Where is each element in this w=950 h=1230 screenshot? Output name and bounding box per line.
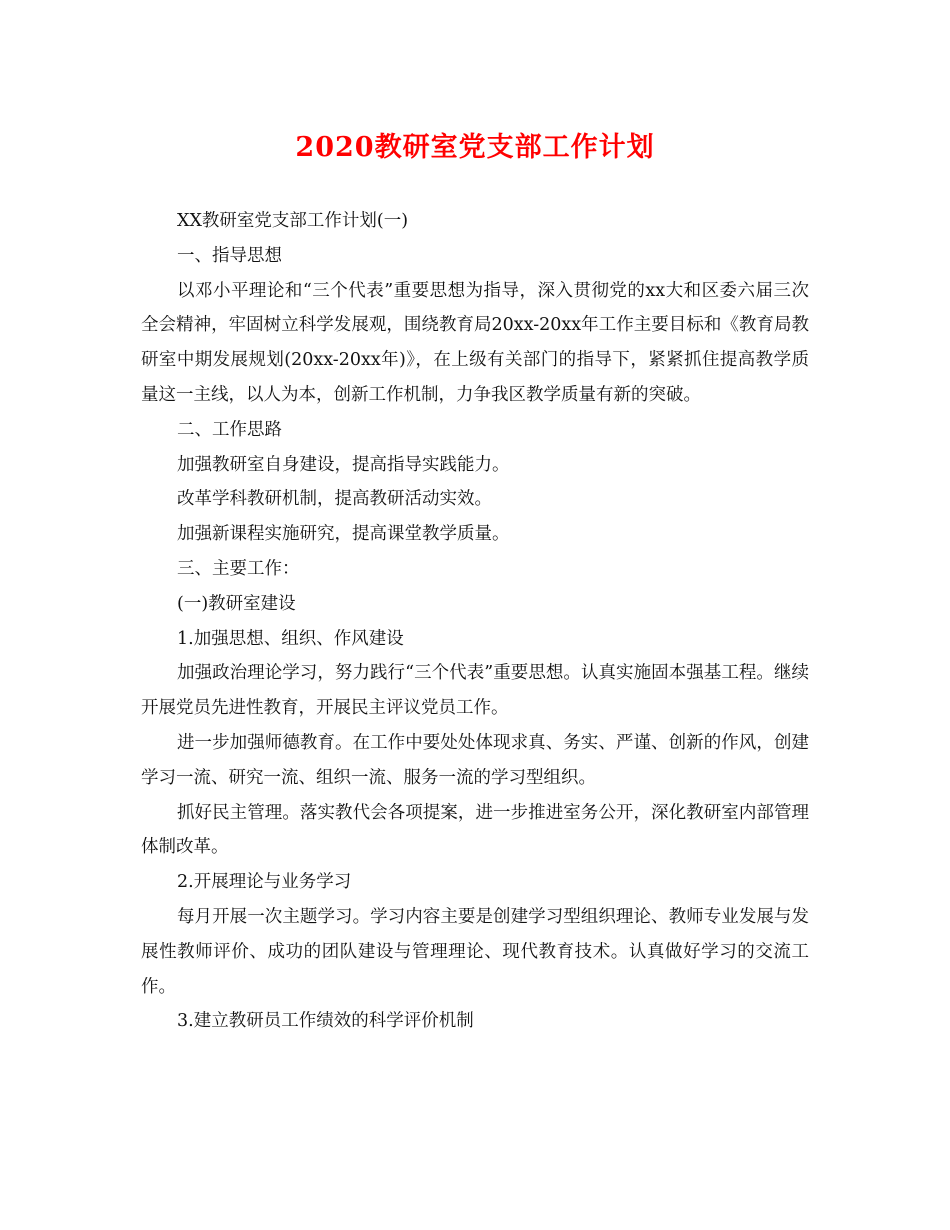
paragraph: 每月开展一次主题学习。学习内容主要是创建学习型组织理论、教师专业发展与发展性教师评价、成功的团队建设与管理理论、现代教育技术。认真做好学习的交流工作。 xyxy=(141,906,809,997)
section-heading-main-work: 三、主要工作： xyxy=(177,558,300,579)
paragraph: 进一步加强师德教育。在工作中要处处体现求真、务实、严谨、创新的作风，创建学习一流、研究一流、组织一流、服务一流的学习型组织。 xyxy=(141,732,809,788)
subsection-heading: (一)教研室建设 xyxy=(177,593,296,614)
paragraph-heading: XX教研室党支部工作计划(一) xyxy=(177,211,409,231)
paragraph: 以邓小平理论和“三个代表”重要思想为指导，深入贯彻党的xx大和区委六届三次全会精神，牢固树立科学发展观，围绕教育局20xx-20xx年工作主要目标和《教育局教研室中期发展规划(20xx-20xx年)》，在上级有关部门的指导下，紧紧抓住提高教学质量这一主线，以人为本，创新工作机制，力争我区教学质量有新的突破。 xyxy=(141,280,809,405)
document-body xyxy=(141,204,809,1039)
paragraph: 加强教研室自身建设，提高指导实践能力。 xyxy=(177,454,510,475)
paragraph: 抓好民主管理。落实教代会各项提案，进一步推进室务公开，深化教研室内部管理体制改革。 xyxy=(141,802,809,858)
item-heading: 3.建立教研员工作绩效的科学评价机制 xyxy=(177,1011,474,1032)
item-heading: 2.开展理论与业务学习 xyxy=(177,872,352,893)
paragraph: 加强政治理论学习，努力践行“三个代表”重要思想。认真实施固本强基工程。继续开展党员先进性教育，开展民主评议党员工作。 xyxy=(141,663,809,719)
section-heading-work-approach: 二、工作思路 xyxy=(177,419,282,440)
document-title: 2020教研室党支部工作计划 xyxy=(295,132,655,163)
paragraph: 加强新课程实施研究，提高课堂教学质量。 xyxy=(177,524,510,545)
item-heading: 1.加强思想、组织、作风建设 xyxy=(177,628,404,649)
section-heading-guiding-ideology: 一、指导思想 xyxy=(177,245,282,266)
paragraph: 改革学科教研机制，提高教研活动实效。 xyxy=(177,489,492,510)
